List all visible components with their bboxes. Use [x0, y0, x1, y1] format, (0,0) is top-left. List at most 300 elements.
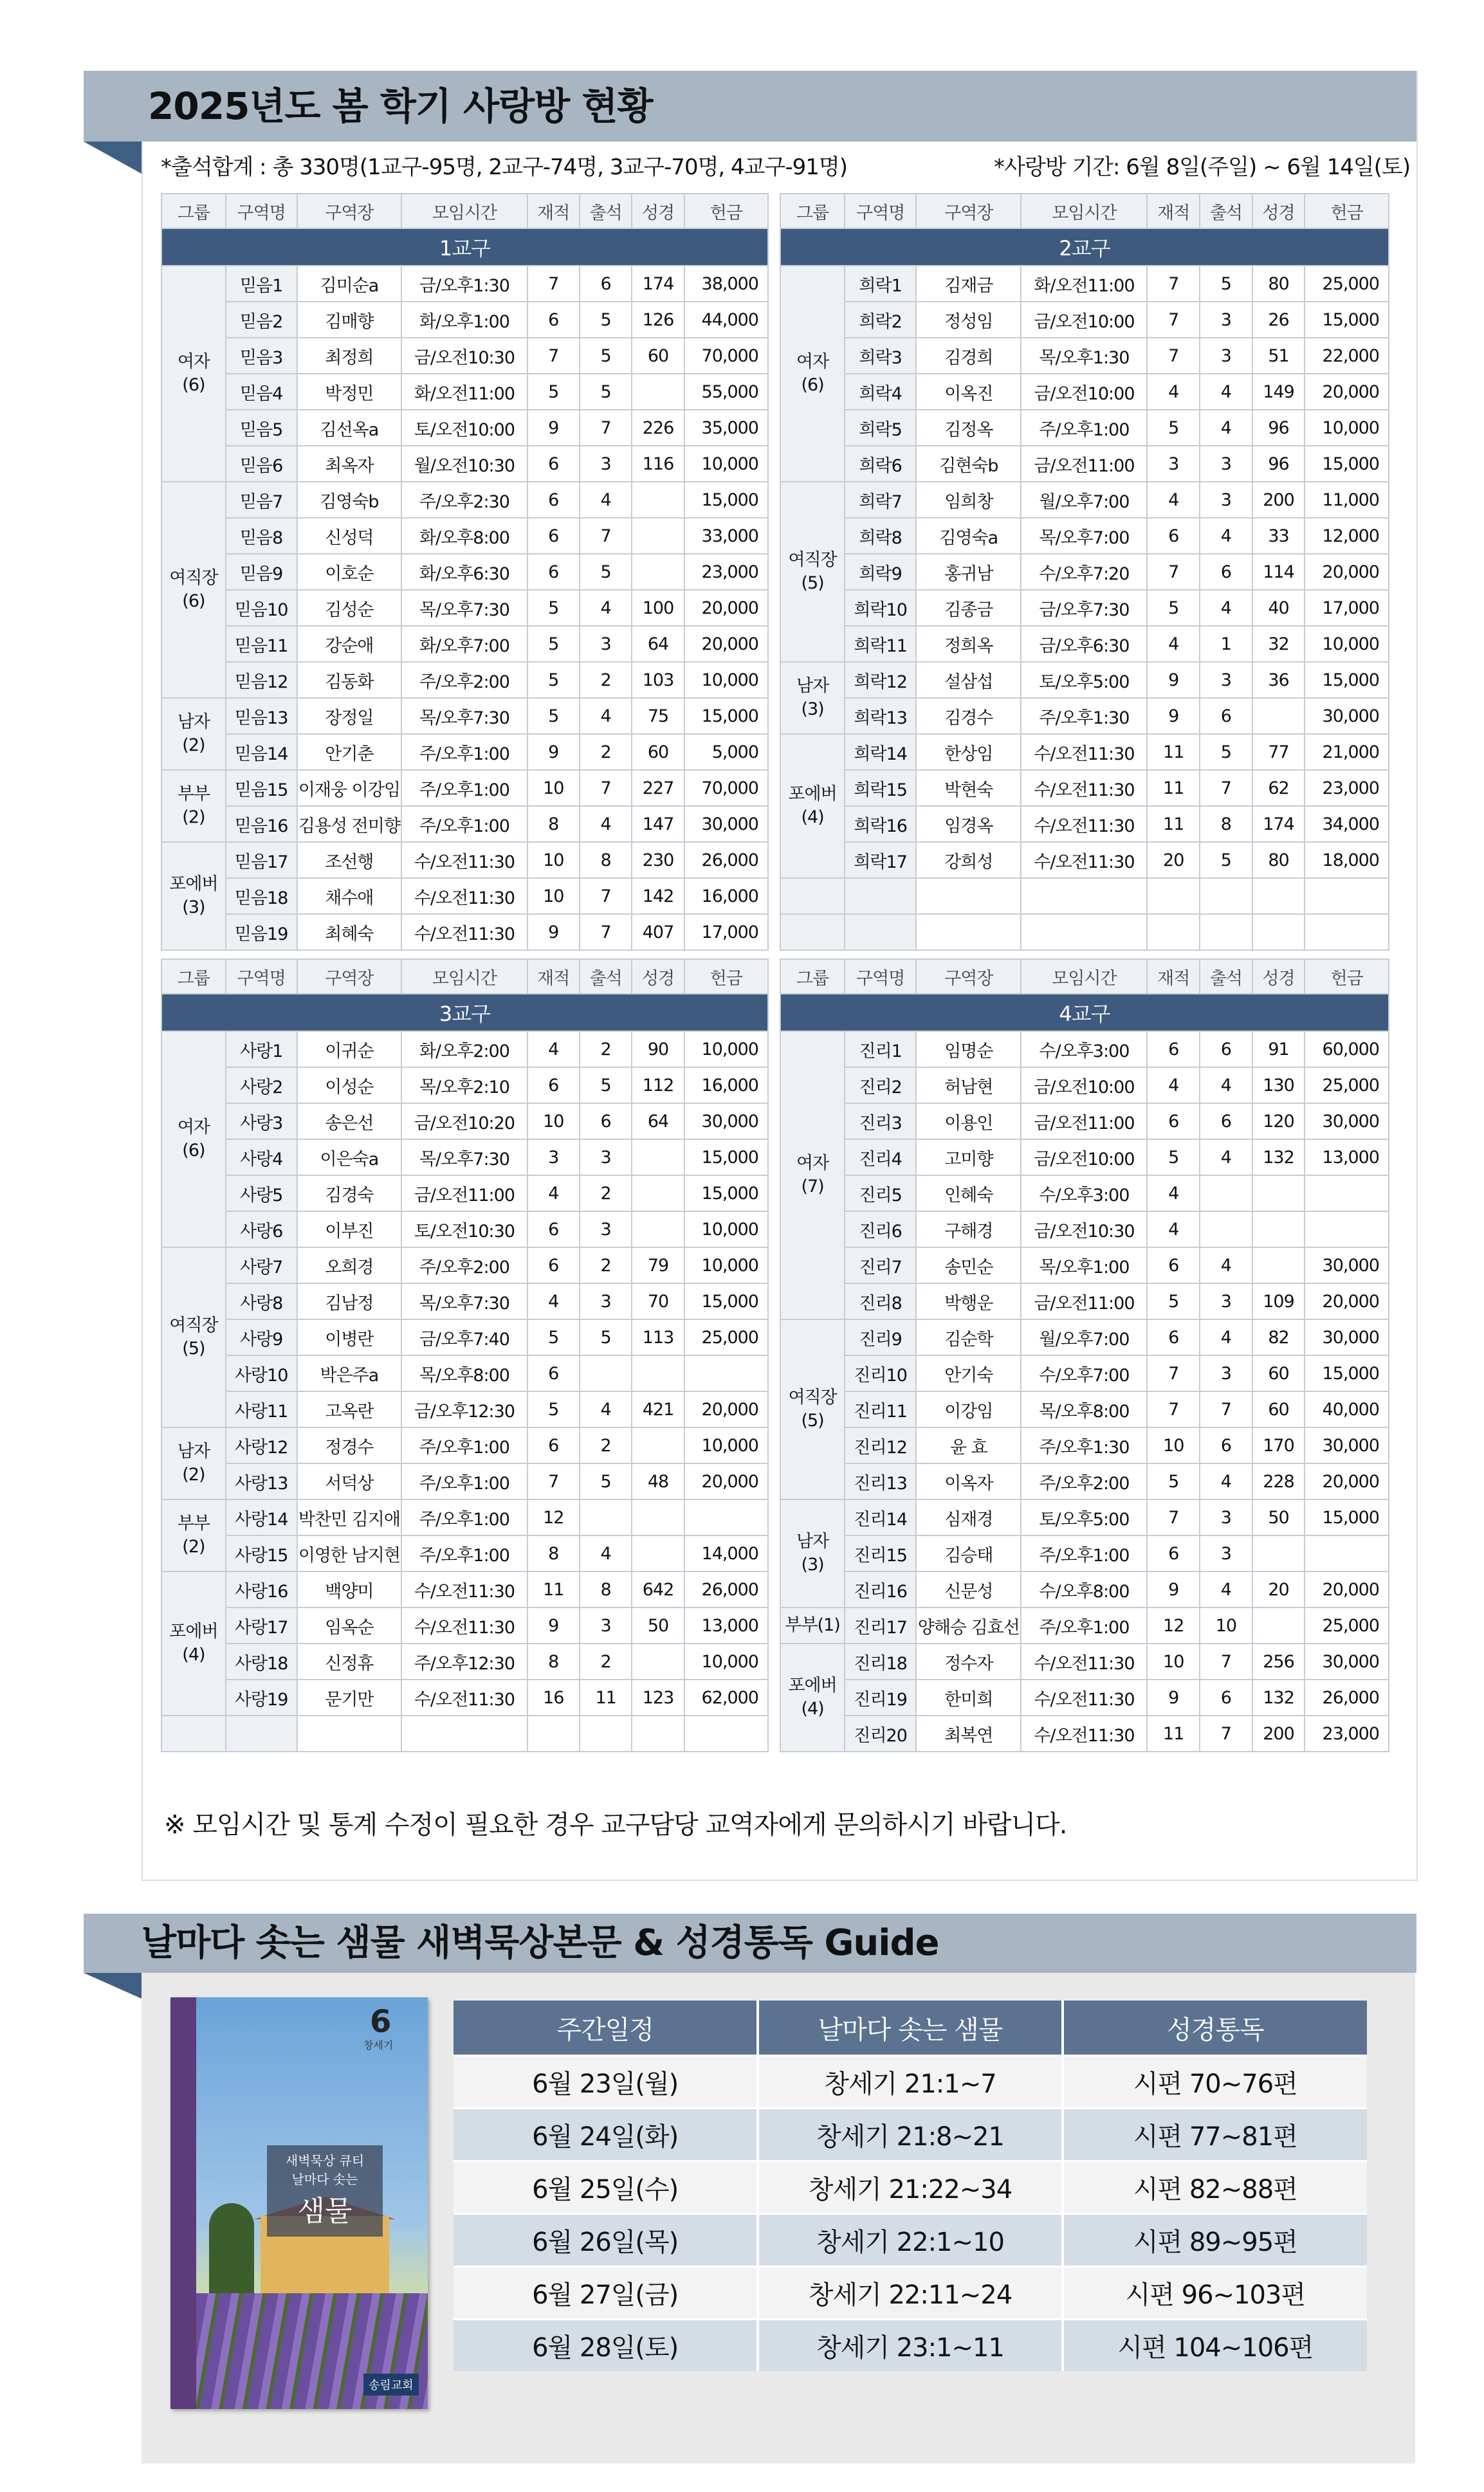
cell-zone: 진리4 — [845, 1139, 916, 1175]
cell-leader: 임옥순 — [297, 1608, 402, 1644]
cell-leader: 김영숙b — [297, 482, 402, 518]
column-header-offering: 헌금 — [684, 194, 768, 228]
guide-date: 6월 28일(토) — [453, 2320, 758, 2372]
district-table-2 — [780, 193, 1389, 951]
guide-row — [453, 2161, 1367, 2214]
cell-attended: 8 — [580, 842, 632, 878]
cell-bible: 60 — [632, 338, 684, 374]
cell-enrolled: 7 — [1147, 1355, 1200, 1391]
table-row — [780, 1175, 1389, 1211]
table-row — [161, 410, 768, 446]
district-title: 4교구 — [780, 994, 1389, 1031]
issue-month: 창세기 — [363, 2039, 394, 2051]
cell-meeting-time: 수/오후7:20 — [1021, 554, 1147, 590]
group-label: 포에버 (4) — [780, 1644, 845, 1752]
cell-attended: 5 — [580, 554, 632, 590]
cell-zone: 사랑10 — [226, 1355, 297, 1391]
table-row — [780, 1067, 1389, 1103]
cell-leader: 박찬민 김지애 — [297, 1499, 402, 1535]
cell-leader: 이호순 — [297, 554, 402, 590]
cell-leader: 한미희 — [916, 1680, 1021, 1716]
cell-offering — [1305, 1175, 1389, 1211]
cell-enrolled: 20 — [1147, 842, 1200, 878]
cell-attended: 3 — [1200, 446, 1252, 482]
table-row — [780, 662, 1389, 698]
cell-leader: 이영한 남지현 — [297, 1535, 402, 1571]
cell-leader: 한상임 — [916, 734, 1021, 770]
cell-attended: 3 — [1200, 338, 1252, 374]
cell-bible: 642 — [632, 1571, 684, 1608]
cell-offering: 22,000 — [1305, 338, 1389, 374]
table-row — [780, 266, 1389, 302]
cell-bible: 96 — [1252, 410, 1305, 446]
table-row — [780, 1499, 1389, 1535]
cell-zone: 진리2 — [845, 1067, 916, 1103]
cell-meeting-time: 금/오전10:00 — [1021, 374, 1147, 410]
cell-offering: 15,000 — [1305, 446, 1389, 482]
cell-bible: 33 — [1252, 518, 1305, 554]
group-label: 여자 (7) — [780, 1031, 845, 1319]
cell-leader: 김현숙b — [916, 446, 1021, 482]
cell-attended: 3 — [1200, 662, 1252, 698]
column-header-meeting-time: 모임시간 — [401, 959, 527, 994]
cell-enrolled: 11 — [1147, 734, 1200, 770]
cell-attended: 10 — [1200, 1608, 1252, 1644]
cell-offering: 15,000 — [684, 1139, 768, 1175]
cell-leader: 이용인 — [916, 1103, 1021, 1139]
cell-zone: 진리5 — [845, 1175, 916, 1211]
cell-bible — [632, 374, 684, 410]
cell-leader: 임명순 — [916, 1031, 1021, 1067]
table-row — [161, 446, 768, 482]
table-row — [780, 482, 1389, 518]
cell-leader: 이귀순 — [297, 1031, 402, 1067]
cell-enrolled: 6 — [1147, 1103, 1200, 1139]
cell-leader: 김정옥 — [916, 410, 1021, 446]
cell-offering: 15,000 — [684, 1175, 768, 1211]
cell-zone: 사랑15 — [226, 1535, 297, 1571]
cell-enrolled: 4 — [1147, 1211, 1200, 1247]
cell-meeting-time: 금/오전11:00 — [1021, 446, 1147, 482]
guide-row — [453, 2267, 1367, 2320]
cell-zone: 사랑18 — [226, 1644, 297, 1680]
cell-offering: 30,000 — [1305, 1247, 1389, 1283]
district-title-row — [780, 994, 1389, 1031]
cell-bible: 113 — [632, 1319, 684, 1355]
table-row — [780, 770, 1389, 806]
cell-meeting-time: 주/오후12:30 — [401, 1644, 527, 1680]
guide-devotional: 창세기 21:22~34 — [758, 2161, 1062, 2214]
column-header-bible: 성경 — [1252, 959, 1305, 994]
cell-enrolled: 5 — [1147, 590, 1200, 626]
cell-bible: 109 — [1252, 1283, 1305, 1319]
cell-offering: 10,000 — [684, 1644, 768, 1680]
cell-bible — [632, 518, 684, 554]
cell-offering: 15,000 — [1305, 662, 1389, 698]
cell-attended: 2 — [580, 662, 632, 698]
guide-devotional: 창세기 23:1~11 — [758, 2320, 1062, 2372]
cell-enrolled: 5 — [1147, 410, 1200, 446]
cell-meeting-time: 목/오후7:30 — [401, 698, 527, 734]
cell-leader: 김종금 — [916, 590, 1021, 626]
cell-enrolled: 9 — [527, 1608, 580, 1644]
cell-offering: 15,000 — [1305, 1499, 1389, 1535]
cell-attended: 5 — [580, 1463, 632, 1499]
cell-leader: 김용성 전미향 — [297, 806, 402, 842]
cell-bible: 70 — [632, 1283, 684, 1319]
cell-attended: 3 — [1200, 1355, 1252, 1391]
cell-zone: 믿음13 — [226, 698, 297, 734]
cell-meeting-time: 목/오후7:30 — [401, 1139, 527, 1175]
table-row — [161, 554, 768, 590]
cell-offering: 17,000 — [684, 914, 768, 950]
table-header-row — [161, 959, 768, 994]
cell-offering: 20,000 — [1305, 1283, 1389, 1319]
cell-meeting-time: 주/오후1:30 — [1021, 698, 1147, 734]
cell-bible: 227 — [632, 770, 684, 806]
group-label: 여직장 (5) — [780, 482, 845, 662]
group-label: 여직장 (6) — [161, 482, 226, 698]
cell-attended: 4 — [580, 590, 632, 626]
table-row — [780, 1247, 1389, 1283]
cell-attended: 2 — [580, 734, 632, 770]
cell-offering — [684, 1355, 768, 1391]
column-header-bible: 성경 — [1252, 194, 1305, 228]
cell-offering: 25,000 — [1305, 266, 1389, 302]
cell-offering: 30,000 — [1305, 1427, 1389, 1463]
table-row — [161, 1319, 768, 1355]
guide-reading: 시편 96~103편 — [1063, 2267, 1367, 2320]
cell-meeting-time: 목/오후8:00 — [1021, 1391, 1147, 1427]
cell-leader: 송은선 — [297, 1103, 402, 1139]
cell-meeting-time: 화/오후2:00 — [401, 1031, 527, 1067]
cell-zone: 진리14 — [845, 1499, 916, 1535]
table-row — [161, 734, 768, 770]
cell-bible — [632, 1139, 684, 1175]
cell-leader: 신성덕 — [297, 518, 402, 554]
cell-leader: 최복연 — [916, 1716, 1021, 1752]
cell-zone: 희락10 — [845, 590, 916, 626]
cell-zone: 진리10 — [845, 1355, 916, 1391]
guide-reading: 시편 77~81편 — [1063, 2109, 1367, 2161]
cell-attended: 5 — [580, 1067, 632, 1103]
cell-meeting-time: 목/오후7:30 — [401, 590, 527, 626]
cell-leader: 문기만 — [297, 1680, 402, 1716]
cell-enrolled: 9 — [527, 410, 580, 446]
cell-offering: 26,000 — [1305, 1680, 1389, 1716]
table-row — [161, 662, 768, 698]
table-row — [780, 338, 1389, 374]
cell-attended: 4 — [580, 698, 632, 734]
cell-meeting-time: 금/오후1:30 — [401, 266, 527, 302]
cell-enrolled: 5 — [1147, 1283, 1200, 1319]
cell-offering: 25,000 — [1305, 1608, 1389, 1644]
cell-enrolled: 5 — [527, 374, 580, 410]
cell-zone: 사랑9 — [226, 1319, 297, 1355]
cell-leader: 김영숙a — [916, 518, 1021, 554]
cell-enrolled: 4 — [1147, 626, 1200, 662]
column-header-leader: 구역장 — [297, 959, 402, 994]
cell-enrolled: 6 — [527, 518, 580, 554]
section-banner — [84, 71, 1416, 142]
cell-offering: 20,000 — [1305, 554, 1389, 590]
table-row — [780, 1283, 1389, 1319]
cell-meeting-time: 토/오후5:00 — [1021, 662, 1147, 698]
cell-zone: 믿음1 — [226, 266, 297, 302]
cell-zone: 진리8 — [845, 1283, 916, 1319]
cell-offering: 16,000 — [684, 878, 768, 914]
table-row — [161, 302, 768, 338]
cell-enrolled: 10 — [1147, 1644, 1200, 1680]
cell-attended: 4 — [1200, 1571, 1252, 1608]
cell-bible: 20 — [1252, 1571, 1305, 1608]
cell-offering: 14,000 — [684, 1535, 768, 1571]
cell-meeting-time: 목/오후8:00 — [401, 1355, 527, 1391]
district-title: 1교구 — [161, 228, 768, 266]
cell-offering: 10,000 — [684, 1031, 768, 1067]
cell-enrolled: 5 — [527, 698, 580, 734]
cell-enrolled: 7 — [1147, 266, 1200, 302]
cell-attended: 4 — [1200, 590, 1252, 626]
cell-attended: 3 — [1200, 302, 1252, 338]
cell-zone: 사랑17 — [226, 1608, 297, 1644]
cell-offering — [1305, 1211, 1389, 1247]
cell-attended: 7 — [580, 770, 632, 806]
cell-offering: 10,000 — [684, 1247, 768, 1283]
cell-leader: 김동화 — [297, 662, 402, 698]
cell-attended: 6 — [580, 1103, 632, 1139]
cell-leader: 이옥진 — [916, 374, 1021, 410]
cell-leader: 채수애 — [297, 878, 402, 914]
cell-meeting-time: 주/오후1:00 — [401, 1427, 527, 1463]
cell-zone: 진리15 — [845, 1535, 916, 1571]
cell-enrolled: 6 — [527, 482, 580, 518]
cell-bible — [1252, 1175, 1305, 1211]
cell-bible: 77 — [1252, 734, 1305, 770]
cell-offering: 11,000 — [1305, 482, 1389, 518]
cell-bible: 26 — [1252, 302, 1305, 338]
cell-leader: 이은숙a — [297, 1139, 402, 1175]
cell-bible: 36 — [1252, 662, 1305, 698]
column-header-offering: 헌금 — [684, 959, 768, 994]
cell-zone: 희락5 — [845, 410, 916, 446]
cell-bible — [632, 1535, 684, 1571]
cell-bible: 60 — [632, 734, 684, 770]
cell-zone: 믿음12 — [226, 662, 297, 698]
guide-reading: 시편 70~76편 — [1063, 2056, 1367, 2109]
table-row — [161, 1211, 768, 1247]
cell-attended: 6 — [1200, 554, 1252, 590]
table-row — [780, 590, 1389, 626]
cell-meeting-time: 금/오전11:00 — [1021, 1103, 1147, 1139]
table-row — [780, 1211, 1389, 1247]
cell-attended: 7 — [1200, 1391, 1252, 1427]
cell-offering: 25,000 — [684, 1319, 768, 1355]
cell-offering: 23,000 — [684, 554, 768, 590]
group-label: 남자 (2) — [161, 1427, 226, 1499]
cell-offering: 10,000 — [1305, 626, 1389, 662]
column-header-leader: 구역장 — [916, 194, 1021, 228]
table-row — [780, 1644, 1389, 1680]
group-label: 남자 (2) — [161, 698, 226, 770]
table-row — [161, 770, 768, 806]
guide-reading: 시편 104~106편 — [1063, 2320, 1367, 2372]
guide-title: 날마다 솟는 샘물 새벽묵상본문 & 성경통독 Guide — [142, 1922, 939, 1964]
cell-zone: 사랑3 — [226, 1103, 297, 1139]
cell-leader: 홍귀남 — [916, 554, 1021, 590]
table-row — [780, 1427, 1389, 1463]
cell-leader: 박현숙 — [916, 770, 1021, 806]
table-row — [161, 1608, 768, 1644]
cell-zone: 믿음9 — [226, 554, 297, 590]
cell-zone: 사랑5 — [226, 1175, 297, 1211]
cell-offering: 13,000 — [684, 1608, 768, 1644]
cell-zone: 사랑19 — [226, 1680, 297, 1716]
column-header-zone: 구역명 — [226, 959, 297, 994]
table-row — [161, 1355, 768, 1391]
cell-bible: 147 — [632, 806, 684, 842]
cell-offering: 40,000 — [1305, 1391, 1389, 1427]
cell-bible: 230 — [632, 842, 684, 878]
cell-bible: 82 — [1252, 1319, 1305, 1355]
column-header-enrolled: 재적 — [527, 194, 580, 228]
cell-leader: 김미순a — [297, 266, 402, 302]
cell-attended: 7 — [1200, 1716, 1252, 1752]
cell-bible — [632, 1644, 684, 1680]
cell-enrolled: 7 — [1147, 1499, 1200, 1535]
table-row — [780, 1535, 1389, 1571]
cell-offering: 20,000 — [1305, 1571, 1389, 1608]
table-header-row — [780, 959, 1389, 994]
cell-meeting-time: 토/오후5:00 — [1021, 1499, 1147, 1535]
cell-attended: 2 — [580, 1031, 632, 1067]
cell-zone: 사랑7 — [226, 1247, 297, 1283]
cell-enrolled: 6 — [1147, 518, 1200, 554]
cell-offering: 15,000 — [1305, 1355, 1389, 1391]
table-row — [780, 410, 1389, 446]
cell-leader: 김매향 — [297, 302, 402, 338]
cell-enrolled: 6 — [1147, 1535, 1200, 1571]
table-row — [161, 1571, 768, 1608]
cell-attended: 4 — [580, 1391, 632, 1427]
cell-leader: 강희성 — [916, 842, 1021, 878]
cell-meeting-time: 금/오전10:00 — [1021, 302, 1147, 338]
table-row — [780, 1355, 1389, 1391]
cell-attended: 3 — [1200, 1535, 1252, 1571]
cell-attended: 1 — [1200, 626, 1252, 662]
cell-offering: 30,000 — [1305, 1103, 1389, 1139]
empty-row — [780, 914, 1389, 950]
cell-enrolled: 11 — [1147, 1716, 1200, 1752]
cell-bible: 103 — [632, 662, 684, 698]
cell-meeting-time: 화/오후8:00 — [401, 518, 527, 554]
cell-meeting-time: 수/오전11:30 — [401, 878, 527, 914]
column-header-group: 그룹 — [780, 194, 845, 228]
cell-meeting-time: 금/오전10:00 — [1021, 1067, 1147, 1103]
cell-attended: 5 — [580, 302, 632, 338]
cell-zone: 희락16 — [845, 806, 916, 842]
cell-enrolled: 5 — [1147, 1139, 1200, 1175]
cell-zone: 진리6 — [845, 1211, 916, 1247]
cell-leader: 최옥자 — [297, 446, 402, 482]
cell-leader: 정성임 — [916, 302, 1021, 338]
column-header-meeting-time: 모임시간 — [1021, 959, 1147, 994]
cell-bible — [632, 1355, 684, 1391]
cell-enrolled: 9 — [1147, 698, 1200, 734]
banner-fold — [84, 142, 142, 174]
cell-offering: 10,000 — [1305, 410, 1389, 446]
cell-enrolled: 10 — [1147, 1427, 1200, 1463]
group-label: 여직장 (5) — [161, 1247, 226, 1427]
cell-bible: 96 — [1252, 446, 1305, 482]
cell-leader: 김재금 — [916, 266, 1021, 302]
cell-zone: 진리11 — [845, 1391, 916, 1427]
cell-bible — [632, 482, 684, 518]
table-row — [161, 1283, 768, 1319]
cell-offering: 20,000 — [1305, 1463, 1389, 1499]
guide-devotional: 창세기 21:1~7 — [758, 2056, 1062, 2109]
cell-attended: 3 — [1200, 1283, 1252, 1319]
cell-enrolled: 5 — [527, 662, 580, 698]
cell-meeting-time: 수/오전11:30 — [401, 1571, 527, 1608]
table-row — [161, 1463, 768, 1499]
cell-zone: 진리3 — [845, 1103, 916, 1139]
cell-attended: 3 — [580, 1283, 632, 1319]
cell-meeting-time: 수/오전11:30 — [1021, 1644, 1147, 1680]
cell-meeting-time: 주/오후1:00 — [401, 806, 527, 842]
cell-attended: 5 — [1200, 842, 1252, 878]
cell-offering: 18,000 — [1305, 842, 1389, 878]
cell-bible: 60 — [1252, 1355, 1305, 1391]
cell-bible: 80 — [1252, 266, 1305, 302]
cell-bible: 421 — [632, 1391, 684, 1427]
cell-bible: 200 — [1252, 482, 1305, 518]
period-summary: *사랑방 기간: 6월 8일(주일) ~ 6월 14일(토) — [994, 154, 1411, 180]
column-header-enrolled: 재적 — [1147, 194, 1200, 228]
group-label: 여직장 (5) — [780, 1319, 845, 1499]
cell-zone: 믿음4 — [226, 374, 297, 410]
cell-bible — [1252, 1211, 1305, 1247]
table-row — [161, 1103, 768, 1139]
cell-zone: 희락2 — [845, 302, 916, 338]
guide-devotional: 창세기 21:8~21 — [758, 2109, 1062, 2161]
cell-meeting-time: 목/오후7:30 — [401, 1283, 527, 1319]
cell-meeting-time: 주/오후1:30 — [1021, 1427, 1147, 1463]
cell-offering: 33,000 — [684, 518, 768, 554]
cell-zone: 사랑14 — [226, 1499, 297, 1535]
cell-zone: 사랑1 — [226, 1031, 297, 1067]
table-row — [780, 1391, 1389, 1427]
table-row — [161, 842, 768, 878]
cell-zone: 믿음10 — [226, 590, 297, 626]
cell-offering: 44,000 — [684, 302, 768, 338]
cell-offering: 23,000 — [1305, 1716, 1389, 1752]
cell-meeting-time: 주/오후1:00 — [1021, 410, 1147, 446]
column-header-group: 그룹 — [780, 959, 845, 994]
cell-offering: 35,000 — [684, 410, 768, 446]
cell-offering: 30,000 — [1305, 1319, 1389, 1355]
issue-number: 6 — [370, 2004, 392, 2040]
table-row — [780, 1463, 1389, 1499]
column-header-zone: 구역명 — [845, 194, 916, 228]
cell-offering: 12,000 — [1305, 518, 1389, 554]
cypress-tree — [209, 2203, 254, 2300]
cell-enrolled: 10 — [527, 1103, 580, 1139]
cell-attended: 4 — [1200, 518, 1252, 554]
cell-bible: 112 — [632, 1067, 684, 1103]
cell-leader: 이병란 — [297, 1319, 402, 1355]
cell-meeting-time: 주/오후1:00 — [401, 734, 527, 770]
